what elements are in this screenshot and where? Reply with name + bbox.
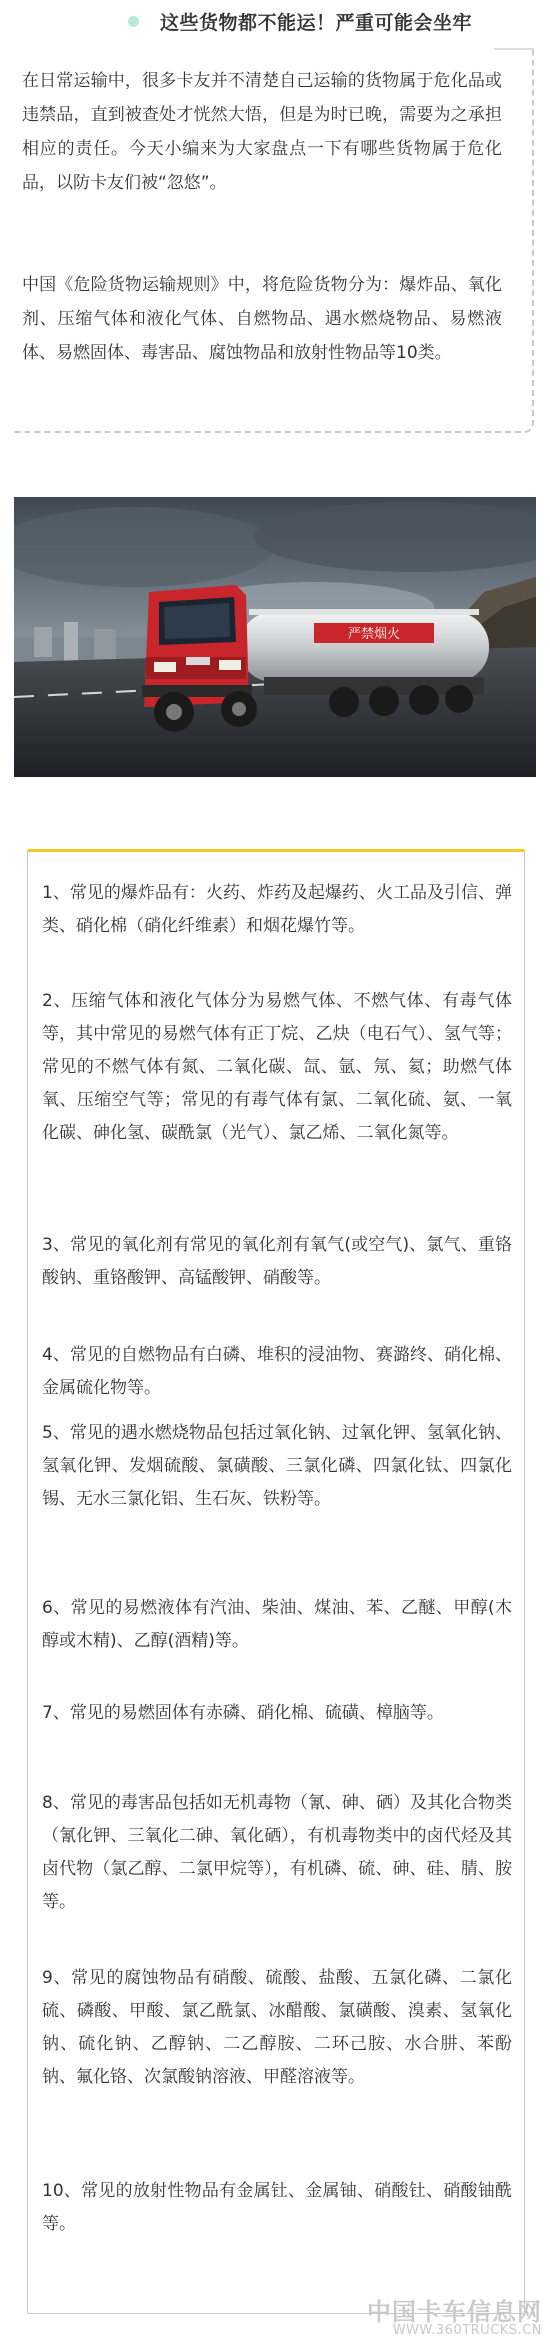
list-item: 4、常见的自燃物品有白磷、堆积的浸油物、赛潞终、硝化棉、金属硫化物等。	[42, 1345, 512, 1398]
list-item: 7、常见的易燃固体有赤磷、硝化棉、硫磺、樟脑等。	[42, 1703, 444, 1723]
list-item: 5、常见的遇水燃烧物品包括过氧化钠、过氧化钾、氢氧化钠、氢氧化钾、发烟硫酸、氯磺酸、三氯化磷、四氯化钛、四氯化锡、无水三氯化铝、生石灰、铁粉等。	[42, 1423, 512, 1509]
list-item: 10、常见的放射性物品有金属钍、金属铀、硝酸钍、硝酸铀酰等。	[42, 2181, 512, 2234]
watermark-name: 中国卡车信息网	[367, 2298, 542, 2326]
list-item: 8、常见的毒害品包括如无机毒物（氰、砷、硒）及其化合物类（氰化钾、三氧化二砷、氧化硒），有机毒物类中的卤代烃及其卤代物（氯乙醇、二氯甲烷等），有机磷、硫、砷、硅、腈、胺等。	[42, 1793, 512, 1912]
list-item: 3、常见的氧化剂有常见的氧化剂有氧气(或空气)、氯气、重铬酸钠、重铬酸钾、高锰酸钾、硝酸等。	[42, 1235, 512, 1288]
section-title: 这些货物都不能运！严重可能会坐牢	[160, 12, 473, 34]
section-header	[0, 0, 550, 48]
list-item: 9、常见的腐蚀物品有硝酸、硫酸、盐酸、五氯化磷、二氯化硫、磷酸、甲酸、氯乙酰氯、冰醋酸、氯磺酸、溴素、氢氧化钠、硫化钠、乙醇钠、二乙醇胺、二环己胺、水合肼、苯酚钠、氟化铬、次氯酸钠溶液、甲醛溶液等。	[42, 1968, 512, 2087]
hazard-list-box	[27, 849, 525, 2314]
corner-decoration	[494, 48, 534, 50]
list-item: 2、压缩气体和液化气体分为易燃气体、不燃气体、有毒气体等，其中常见的易燃气体有正丁烷、乙炔（电石气）、氢气等；常见的不燃气体有氮、二氧化碳、氙、氩、氖、氦；助燃气体氧、压缩空气等；常见的有毒气体有氯、二氧化硫、氨、一氧化碳、砷化氢、碳酰氯（光气）、氯乙烯、二氧化氮等。	[42, 991, 512, 1143]
bullet-dot-icon	[128, 16, 139, 27]
watermark-url: WWW.360TRUCKS.CN	[392, 2323, 542, 2338]
list-item: 6、常见的易燃液体有汽油、柴油、煤油、苯、乙醚、甲醇(木醇或木精)、乙醇(酒精)等。	[42, 1598, 512, 1651]
intro-paragraph-2: 中国《危险货物运输规则》中，将危险货物分为：爆炸品、氧化剂、压缩气体和液化气体、自燃物品、遇水燃烧物品、易燃液体、易燃固体、毒害品、腐蚀物品和放射性物品等10类。	[22, 275, 502, 363]
site-watermark	[367, 2292, 542, 2338]
truck-illustration	[14, 497, 536, 777]
intro-paragraph-1: 在日常运输中，很多卡友并不清楚自己运输的货物属于危化品或违禁品，直到被查处才恍然大悟，但是为时已晚，需要为之承担相应的责任。今天小编来为大家盘点一下有哪些货物属于危化品，以防卡友们被“忽悠”。	[22, 71, 502, 193]
tanker-truck-photo	[14, 497, 536, 777]
list-item: 1、常见的爆炸品有：火药、炸药及起爆药、火工品及引信、弹类、硝化棉（硝化纤维素）和烟花爆竹等。	[42, 883, 512, 936]
tanker-label: 严禁烟火	[347, 627, 401, 642]
